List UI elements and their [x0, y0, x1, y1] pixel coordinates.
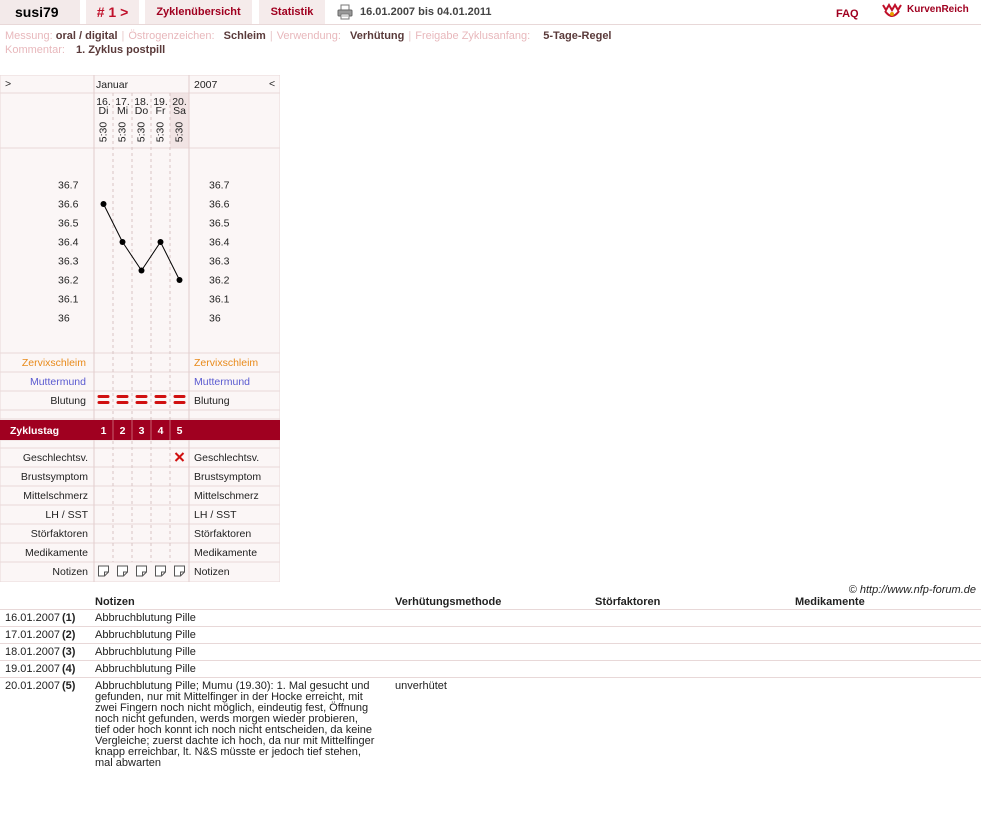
year-label: 2007 — [194, 79, 218, 91]
mittelschmerz-label-right: Mittelschmerz — [194, 490, 259, 502]
note-date: 17.01.2007 — [0, 627, 62, 644]
note-text: Abbruchblutung Pille — [95, 661, 395, 678]
temp-tick-right: 36.3 — [209, 255, 230, 268]
stoerfaktoren-label-right: Störfaktoren — [194, 528, 252, 540]
temp-tick-right: 36 — [209, 312, 221, 325]
note-index: (1) — [62, 610, 95, 627]
oestrogen-value: Schleim — [223, 30, 266, 42]
note-stoer — [595, 610, 795, 627]
note-text: Abbruchblutung Pille — [95, 610, 395, 627]
comment-info — [5, 44, 165, 57]
note-index: (5) — [62, 680, 76, 692]
temp-tick-right: 36.2 — [209, 274, 230, 287]
day-date: 19. — [153, 96, 168, 108]
user-name: susi79 — [0, 0, 80, 24]
lh_sst-label: LH / SST — [45, 509, 88, 521]
kurvenreich-logo[interactable] — [880, 1, 969, 21]
temperature-point — [158, 239, 164, 245]
tab-statistik[interactable]: Statistik — [259, 0, 325, 24]
copyright: © http://www.nfp-forum.de — [848, 584, 976, 596]
day-weekday: Fr — [155, 105, 166, 117]
cycle-nav-link[interactable]: # 1 > — [86, 0, 139, 24]
bleeding-mark — [98, 395, 110, 398]
notes-header-row — [0, 596, 981, 610]
note-med — [795, 610, 981, 627]
note-index: (3) — [62, 644, 95, 661]
temp-tick-right: 36.5 — [209, 217, 230, 230]
day-date: 18. — [134, 96, 149, 108]
temp-tick-right: 36.6 — [209, 198, 230, 211]
brustsymptom-label: Brustsymptom — [20, 471, 88, 483]
cycle-day-number: 2 — [119, 425, 126, 437]
temp-tick-right: 36.4 — [209, 236, 230, 249]
note-text: Abbruchblutung Pille — [95, 644, 395, 661]
note-text: Abbruchblutung Pille — [95, 627, 395, 644]
chart-svg — [0, 75, 280, 582]
note-date: 20.01.2007 — [5, 680, 61, 692]
bleeding-mark — [117, 401, 129, 404]
table-row — [0, 678, 981, 772]
note-method — [395, 644, 595, 661]
note-index: (2) — [62, 627, 95, 644]
temp-tick-left: 36.5 — [58, 217, 79, 230]
measurement-info: Messung: oral / digital | Östrogenzeichen: Schleim | Verwendung: Verhütung | Freigabe Zyklusanfang: 5-Tage-Regel — [5, 30, 612, 42]
table-row — [0, 644, 981, 661]
chart-background — [0, 75, 280, 582]
zyklustag-label: Zyklustag — [10, 425, 60, 437]
note-stoer — [595, 661, 795, 678]
notes-table — [0, 596, 981, 771]
day-weekday: Sa — [173, 105, 186, 117]
freigabe-value: 5-Tage-Regel — [543, 30, 612, 42]
temp-tick-left: 36.6 — [58, 198, 79, 211]
kommentar-value: 1. Zyklus postpill — [75, 44, 166, 56]
temp-tick-left: 36.3 — [58, 255, 79, 268]
notizen-label-right: Notizen — [194, 566, 230, 578]
nav-next-button[interactable]: < — [269, 78, 276, 90]
bleeding-mark — [136, 401, 148, 404]
note-stoer — [595, 678, 795, 772]
note-date: 18.01.2007 — [0, 644, 62, 661]
zervixschleim-label: Zervixschleim — [21, 357, 86, 369]
note-date: 16.01.2007 — [0, 610, 62, 627]
cycle-day-number: 4 — [157, 425, 164, 437]
note-med — [795, 661, 981, 678]
temp-tick-left: 36 — [58, 312, 70, 325]
brustsymptom-label-right: Brustsymptom — [194, 471, 262, 483]
bleeding-mark — [155, 395, 167, 398]
note-date: 19.01.2007 — [0, 661, 62, 678]
cycle-day-number: 3 — [138, 425, 145, 437]
zervixschleim-label-right: Zervixschleim — [194, 357, 259, 369]
day-date: 17. — [115, 96, 130, 108]
temp-tick-left: 36.2 — [58, 274, 79, 287]
nav-prev-button[interactable]: > — [5, 78, 12, 90]
temperature-point — [139, 268, 145, 274]
note-method: unverhütet — [395, 680, 447, 692]
header-medikamente: Medikamente — [795, 596, 981, 610]
temperature-chart — [0, 75, 280, 582]
date-range: 16.01.2007 bis 04.01.2011 — [360, 6, 492, 18]
top-bar — [0, 0, 981, 25]
lh_sst-label-right: LH / SST — [194, 509, 237, 521]
medikamente-label: Medikamente — [24, 547, 88, 559]
note-med — [795, 627, 981, 644]
temperature-point — [120, 239, 126, 245]
header-verhuetungsmethode: Verhütungsmethode — [395, 596, 595, 610]
faq-link[interactable]: FAQ — [836, 8, 859, 20]
measure-time: 5:30 — [116, 121, 129, 143]
logo-icon — [880, 1, 904, 21]
table-row — [0, 661, 981, 678]
medikamente-label-right: Medikamente — [194, 547, 258, 559]
bleeding-mark — [98, 401, 110, 404]
bleeding-mark — [117, 395, 129, 398]
note-index: (4) — [62, 661, 95, 678]
note-method — [395, 627, 595, 644]
note-med — [795, 644, 981, 661]
oestrogen-label: Östrogenzeichen: — [128, 30, 215, 42]
day-date: 16. — [96, 96, 111, 108]
cycle-day-number: 5 — [176, 425, 183, 437]
temp-tick-left: 36.1 — [58, 293, 79, 306]
verwendung-label: Verwendung: — [276, 30, 341, 42]
temp-tick-right: 36.7 — [209, 179, 230, 192]
day-weekday: Mi — [116, 105, 129, 117]
logo-text: KurvenReich — [907, 4, 969, 15]
tab-zyklenuebersicht[interactable]: Zyklenübersicht — [145, 0, 252, 24]
temp-tick-right: 36.1 — [209, 293, 230, 306]
mittelschmerz-label: Mittelschmerz — [23, 490, 88, 502]
notizen-label: Notizen — [52, 566, 88, 578]
note-text: Abbruchblutung Pille; Mumu (19.30): 1. Mal gesucht und gefunden, nur mit Mittelfinger in der Hocke erreicht, mit zwei Fingern noch nicht möglich, eindeutig fest, Öffnung noch nicht gefunden, werds morgen wieder probieren, tief oder hoch konnt ich noch nicht entscheiden, da keine Vergleiche; zuerst dachte ich hoch, da nur mit Mittelfinger knapp erreichbar, lt. N&S müsste er jedoch tief stehen, mal abwarten — [95, 680, 375, 769]
note-med — [795, 678, 981, 772]
header-notizen: Notizen — [95, 596, 395, 610]
measure-time: 5:30 — [97, 121, 110, 143]
blutung-label-right: Blutung — [194, 395, 230, 407]
day-weekday: Di — [98, 105, 109, 117]
geschlechtsv-label-right: Geschlechtsv. — [194, 452, 260, 464]
day-date: 20. — [172, 96, 187, 108]
bleeding-mark — [155, 401, 167, 404]
geschlechtsv-label: Geschlechtsv. — [22, 452, 88, 464]
muttermund-label-right: Muttermund — [194, 376, 251, 388]
table-row — [0, 627, 981, 644]
table-row — [0, 610, 981, 627]
measure-time: 5:30 — [154, 121, 167, 143]
bleeding-mark — [174, 401, 186, 404]
temperature-point — [177, 277, 183, 283]
freigabe-label: Freigabe Zyklusanfang: — [415, 30, 531, 42]
bleeding-mark — [174, 395, 186, 398]
measure-time: 5:30 — [173, 121, 186, 143]
blutung-label: Blutung — [50, 395, 86, 407]
note-stoer — [595, 644, 795, 661]
cycle-day-number: 1 — [100, 425, 107, 437]
note-method — [395, 610, 595, 627]
printer-icon[interactable] — [337, 4, 353, 20]
day-weekday: Do — [134, 105, 149, 117]
messung-label: Messung: — [5, 30, 53, 42]
header-stoerfaktoren: Störfaktoren — [595, 596, 795, 610]
measure-time: 5:30 — [135, 121, 148, 143]
verwendung-value: Verhütung — [349, 30, 405, 42]
temperature-point — [101, 201, 107, 207]
temp-tick-left: 36.4 — [58, 236, 79, 249]
messung-value: oral / digital — [55, 30, 118, 42]
bleeding-mark — [136, 395, 148, 398]
kommentar-label: Kommentar: — [5, 44, 65, 56]
month-label: Januar — [96, 79, 129, 91]
note-method — [395, 661, 595, 678]
temp-tick-left: 36.7 — [58, 179, 79, 192]
note-stoer — [595, 627, 795, 644]
stoerfaktoren-label: Störfaktoren — [30, 528, 88, 540]
muttermund-label: Muttermund — [29, 376, 86, 388]
